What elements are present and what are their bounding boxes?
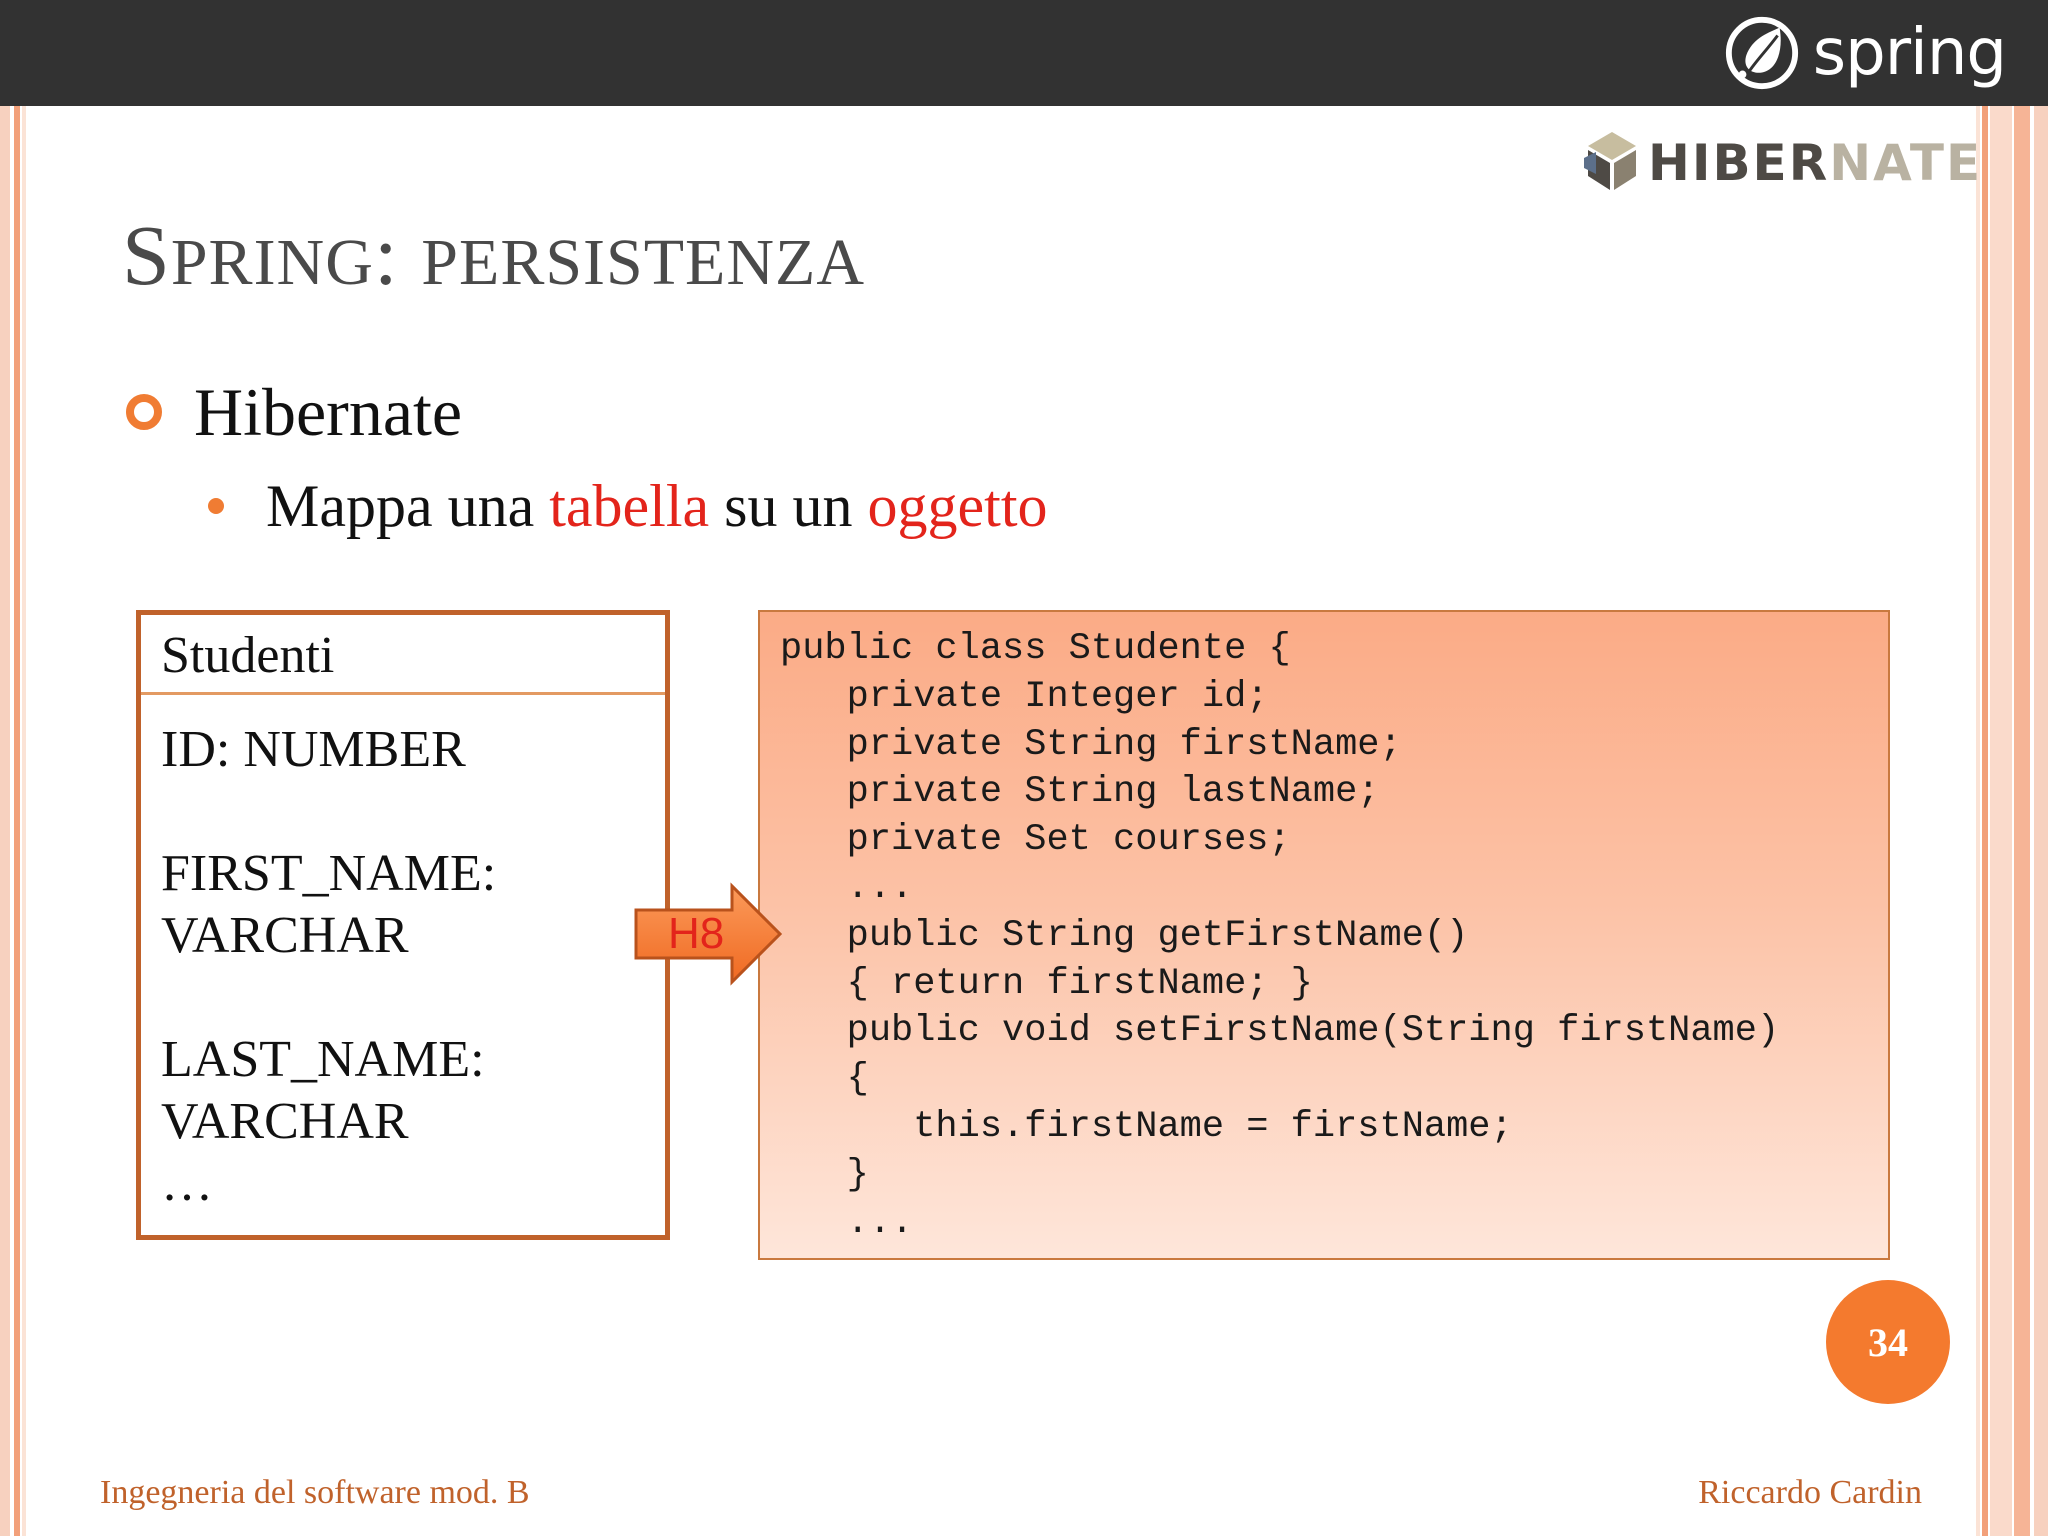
code-line: { xyxy=(780,1058,869,1101)
code-line: public String getFirstName() xyxy=(780,914,1469,957)
table-field: … xyxy=(161,1155,213,1212)
title-separator: : xyxy=(373,207,422,303)
code-line: public void setFirstName(String firstName) xyxy=(780,1010,1780,1053)
left-stripe xyxy=(14,106,20,1536)
table-field: VARCHAR xyxy=(161,1093,409,1150)
spring-leaf-icon xyxy=(1723,14,1801,92)
right-stripe xyxy=(2014,106,2030,1536)
ring-bullet-icon xyxy=(126,394,162,430)
slide-title xyxy=(122,207,866,303)
code-line: ... xyxy=(780,866,914,909)
spring-logo-text: spring xyxy=(1812,16,2006,90)
dot-bullet-icon xyxy=(208,498,224,514)
hibernate-cube-icon xyxy=(1582,128,1642,198)
table-field: ID: NUMBER xyxy=(161,721,466,778)
code-line: this.firstName = firstName; xyxy=(780,1105,1513,1148)
table-field: VARCHAR xyxy=(161,907,409,964)
table-name: Studenti xyxy=(141,615,665,695)
bullet-level2-text xyxy=(266,473,1048,539)
title-initial: S xyxy=(122,207,171,303)
mapping-arrow xyxy=(632,882,784,986)
title-second: PERSISTENZA xyxy=(421,226,866,299)
left-stripe xyxy=(0,106,10,1536)
bullet-text-part: su un xyxy=(709,473,868,539)
code-line: { return firstName; } xyxy=(780,962,1313,1005)
top-bar xyxy=(0,0,2048,106)
title-rest: PRING xyxy=(170,226,374,299)
right-stripe xyxy=(1990,106,2012,1536)
table-field: FIRST_NAME: xyxy=(161,845,497,902)
footer-course: Ingegneria del software mod. B xyxy=(100,1474,530,1511)
highlight-oggetto: oggetto xyxy=(867,473,1048,539)
right-stripe xyxy=(2034,106,2048,1536)
code-line: private Set courses; xyxy=(780,819,1291,862)
hibernate-logo-text-dark: HIBER xyxy=(1648,134,1830,192)
footer-author: Riccardo Cardin xyxy=(1698,1474,1922,1511)
bullet-level2 xyxy=(208,473,1048,539)
page-number: 34 xyxy=(1826,1280,1950,1404)
highlight-tabella: tabella xyxy=(549,473,710,539)
code-box xyxy=(758,610,1890,1260)
table-field: LAST_NAME: xyxy=(161,1031,485,1088)
right-stripe xyxy=(1982,106,1988,1536)
code-line: } xyxy=(780,1153,869,1196)
left-stripe xyxy=(22,106,26,1536)
code-line: private Integer id; xyxy=(780,675,1269,718)
table-fields xyxy=(141,695,665,1215)
bullet-text-part: Mappa una xyxy=(266,473,550,539)
right-stripe xyxy=(1976,106,1980,1536)
arrow-label: H8 xyxy=(668,909,725,958)
db-table-box xyxy=(136,610,670,1240)
code-line: public class Studente { xyxy=(780,628,1291,670)
code-line: private String firstName; xyxy=(780,723,1402,766)
bullet-level1 xyxy=(126,374,463,450)
bullet-level1-text: Hibernate xyxy=(194,374,463,450)
spring-logo xyxy=(1723,10,2006,96)
code-line: private String lastName; xyxy=(780,771,1380,814)
code-line: ... xyxy=(780,1201,914,1244)
hibernate-logo-text-light: NATE xyxy=(1829,134,1983,192)
hibernate-logo xyxy=(1582,128,1982,198)
